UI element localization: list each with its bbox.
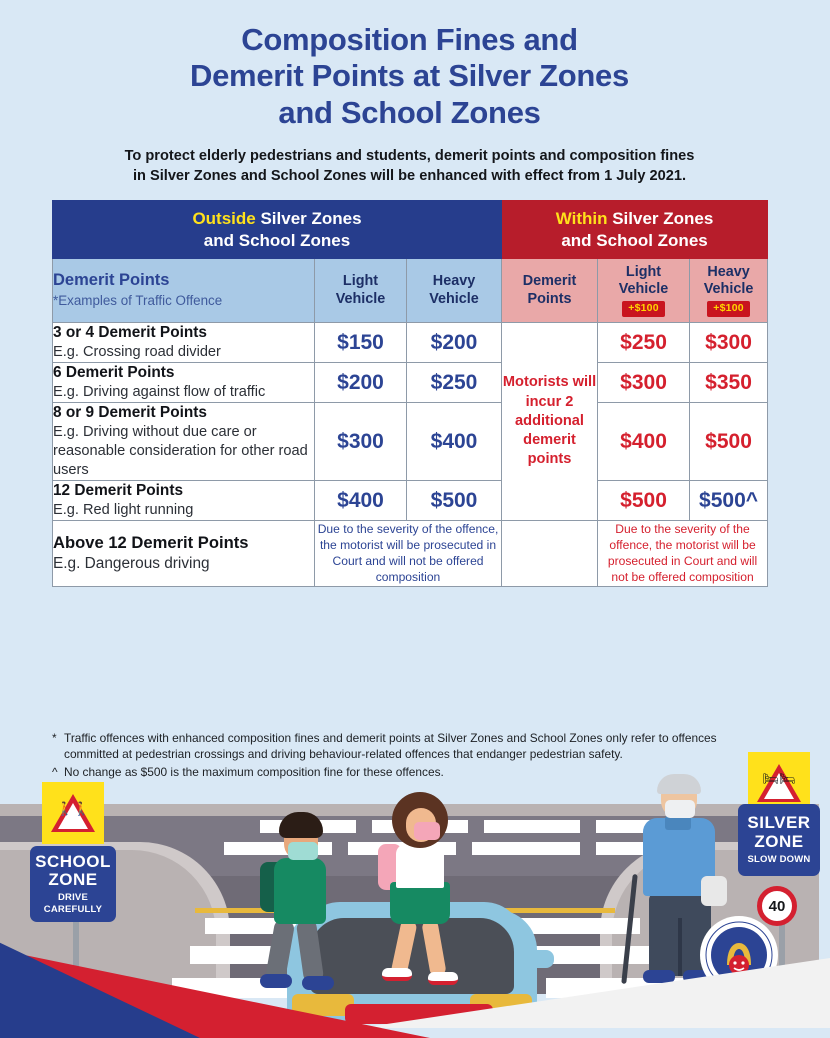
offence-title: Above 12 Demerit Points bbox=[53, 532, 249, 552]
boy-face-mask bbox=[288, 842, 318, 860]
outside-heavy-amount: $400 bbox=[407, 403, 502, 481]
page-subtitle bbox=[0, 131, 819, 187]
boy-shoe-right bbox=[302, 976, 334, 990]
band-outside-rest: Silver Zones bbox=[255, 209, 362, 229]
subheader-within-light-line2: Vehicle bbox=[618, 281, 669, 298]
girl-shoe-left bbox=[382, 968, 412, 981]
outside-light-amount: $400 bbox=[315, 481, 407, 521]
within-heavy-amount: $300 bbox=[690, 323, 768, 363]
outside-heavy-amount: $250 bbox=[407, 363, 502, 403]
elderly-collar bbox=[665, 816, 691, 830]
zebra-stripe bbox=[520, 918, 640, 934]
girl-face-mask bbox=[414, 822, 440, 840]
boy-shoe-left bbox=[260, 974, 292, 988]
zebra-stripe bbox=[484, 820, 580, 833]
subheader-outside-heavy-vehicle bbox=[407, 259, 502, 323]
subheader-outside-light-vehicle bbox=[315, 259, 407, 323]
within-light-amount: $500 bbox=[598, 481, 690, 521]
speed-limit-value: 40 bbox=[768, 897, 786, 915]
page-title bbox=[0, 0, 819, 131]
offence-example: E.g. Red light running bbox=[53, 502, 194, 519]
offence-cell bbox=[53, 363, 315, 403]
table-row bbox=[53, 481, 768, 521]
band-within bbox=[502, 201, 768, 259]
subheader-outside-heavy-line1: Heavy bbox=[432, 273, 476, 290]
footnote-mark: ^ bbox=[52, 764, 58, 779]
offence-title: 3 or 4 Demerit Points bbox=[53, 324, 207, 341]
student-boy bbox=[248, 804, 348, 994]
elderly-newspaper bbox=[701, 876, 727, 906]
title-line-2: Demerit Points at Silver Zones bbox=[190, 58, 629, 94]
subheader-within-demerit-line1: Demerit bbox=[522, 273, 577, 290]
band-within-rest: Silver Zones bbox=[607, 209, 714, 229]
subheader-outside-light-line1: Light bbox=[342, 273, 379, 290]
table-band-row bbox=[53, 201, 768, 259]
offence-example: E.g. Dangerous driving bbox=[53, 555, 210, 573]
within-light-amount: $250 bbox=[598, 323, 690, 363]
within-heavy-surcharge-badge: +$100 bbox=[707, 301, 750, 317]
subheader-demerit-points bbox=[53, 259, 315, 323]
subheader-within-light-line1: Light bbox=[625, 263, 662, 280]
subheader-outside-heavy-line2: Vehicle bbox=[429, 290, 479, 307]
table-subheader-row bbox=[53, 259, 768, 323]
outside-light-amount: $300 bbox=[315, 403, 407, 481]
student-girl bbox=[372, 790, 472, 990]
offence-example: E.g. Crossing road divider bbox=[53, 344, 221, 361]
footnote-item bbox=[52, 730, 752, 763]
school-zone-line1: SCHOOL bbox=[35, 851, 111, 871]
outside-prosecution-note: Due to the severity of the offence, the motorist will be prosecuted in Court and will not be offered composition bbox=[315, 521, 502, 586]
subheader-within-heavy-line2: Vehicle bbox=[703, 281, 754, 298]
within-heavy-amount: $500 bbox=[690, 403, 768, 481]
table-row bbox=[53, 403, 768, 481]
band-outside-line2: and School Zones bbox=[203, 230, 351, 250]
elderly-trouser-split bbox=[678, 918, 682, 976]
within-light-surcharge-badge: +$100 bbox=[622, 301, 665, 317]
elderly-shoe-left bbox=[643, 970, 675, 983]
fines-table-container bbox=[52, 200, 767, 587]
offence-cell bbox=[53, 521, 315, 586]
table-row bbox=[53, 363, 768, 403]
offence-title: 6 Demerit Points bbox=[53, 364, 175, 382]
boy-hair bbox=[279, 812, 323, 838]
offence-cell bbox=[53, 481, 315, 521]
elderly-glyph-icon: 🛏🛏 bbox=[762, 771, 796, 786]
girl-leg-right bbox=[421, 919, 446, 977]
within-prosecution-note: Due to the severity of the offence, the motorist will be prosecuted in Court and will not be offered composition bbox=[598, 521, 768, 586]
within-heavy-amount: $350 bbox=[690, 363, 768, 403]
subheader-within-demerit-line2: Points bbox=[527, 290, 572, 307]
title-line-3: and School Zones bbox=[278, 94, 541, 130]
footnote-text: No change as $500 is the maximum composition fine for these offences. bbox=[64, 764, 444, 779]
outside-light-amount: $150 bbox=[315, 323, 407, 363]
girl-skirt bbox=[390, 882, 450, 924]
elderly-hair bbox=[657, 774, 701, 794]
table-row bbox=[53, 323, 768, 363]
subtitle-line-2: in Silver Zones and School Zones will be enhanced with effect from 1 July 2021. bbox=[132, 167, 687, 184]
within-light-amount: $300 bbox=[598, 363, 690, 403]
band-within-emphasis: Within bbox=[555, 209, 608, 229]
subheader-within-demerit-points bbox=[502, 259, 598, 323]
boy-shirt bbox=[274, 858, 326, 924]
subtitle-line-1: To protect elderly pedestrians and students, demerit points and composition fines bbox=[124, 147, 695, 164]
footnotes bbox=[52, 730, 752, 781]
band-outside-emphasis: Outside bbox=[192, 209, 256, 229]
subheader-within-heavy-vehicle bbox=[690, 259, 768, 323]
elderly-face-mask bbox=[665, 800, 695, 818]
subheader-within-heavy-line1: Heavy bbox=[707, 263, 750, 280]
boy-leg-right bbox=[296, 919, 324, 983]
subheader-outside-light-line2: Vehicle bbox=[335, 290, 386, 307]
children-glyph-icon: 🚶🚶 bbox=[56, 801, 90, 816]
offence-cell bbox=[53, 323, 315, 363]
subheader-demerit-points-sub: *Examples of Traffic Offence bbox=[53, 293, 223, 309]
silver-zone-sign bbox=[738, 804, 820, 876]
school-zone-line3: DRIVE CAREFULLY bbox=[43, 892, 103, 915]
silver-zone-line1: SILVER bbox=[747, 813, 811, 833]
footnote-text: Traffic offences with enhanced composition fines and demerit points at Silver Zones and School Zones only refer to offences committed at pedestrian crossings and driving behaviour-related offences that endanger pedestrian safety. bbox=[64, 731, 717, 762]
outside-light-amount: $200 bbox=[315, 363, 407, 403]
title-line-1: Composition Fines and bbox=[241, 22, 578, 57]
offence-example: E.g. Driving without due care or reasonable consideration for other road users bbox=[53, 424, 308, 479]
outside-heavy-amount: $500 bbox=[407, 481, 502, 521]
zebra-stripe bbox=[472, 842, 580, 855]
silver-zone-line2: ZONE bbox=[754, 831, 804, 851]
school-zone-line2: ZONE bbox=[48, 870, 98, 890]
within-light-amount: $400 bbox=[598, 403, 690, 481]
fines-table bbox=[52, 200, 768, 587]
school-zone-sign bbox=[30, 846, 116, 922]
outside-heavy-amount: $200 bbox=[407, 323, 502, 363]
band-outside bbox=[53, 201, 502, 259]
subheader-within-light-vehicle bbox=[598, 259, 690, 323]
offence-title: 12 Demerit Points bbox=[53, 482, 184, 500]
offence-cell bbox=[53, 403, 315, 481]
within-heavy-amount: $500^ bbox=[690, 481, 768, 521]
children-crossing-warning-icon bbox=[42, 782, 104, 844]
car-mirror-right bbox=[526, 950, 554, 968]
silver-zone-line3: SLOW DOWN bbox=[747, 854, 811, 866]
offence-example: E.g. Driving against flow of traffic bbox=[53, 384, 266, 401]
subheader-demerit-points-title: Demerit Points bbox=[53, 271, 170, 290]
offence-title: 8 or 9 Demerit Points bbox=[53, 404, 207, 422]
table-row-above-12 bbox=[53, 521, 768, 586]
merged-demerit-note: Motorists will incur 2 additional demerit points bbox=[502, 323, 598, 521]
within-demerit-blank bbox=[502, 521, 598, 586]
footnote-mark: * bbox=[52, 731, 57, 745]
girl-shoe-right bbox=[428, 972, 458, 985]
band-within-line2: and School Zones bbox=[561, 230, 708, 250]
girl-shirt bbox=[396, 844, 444, 888]
